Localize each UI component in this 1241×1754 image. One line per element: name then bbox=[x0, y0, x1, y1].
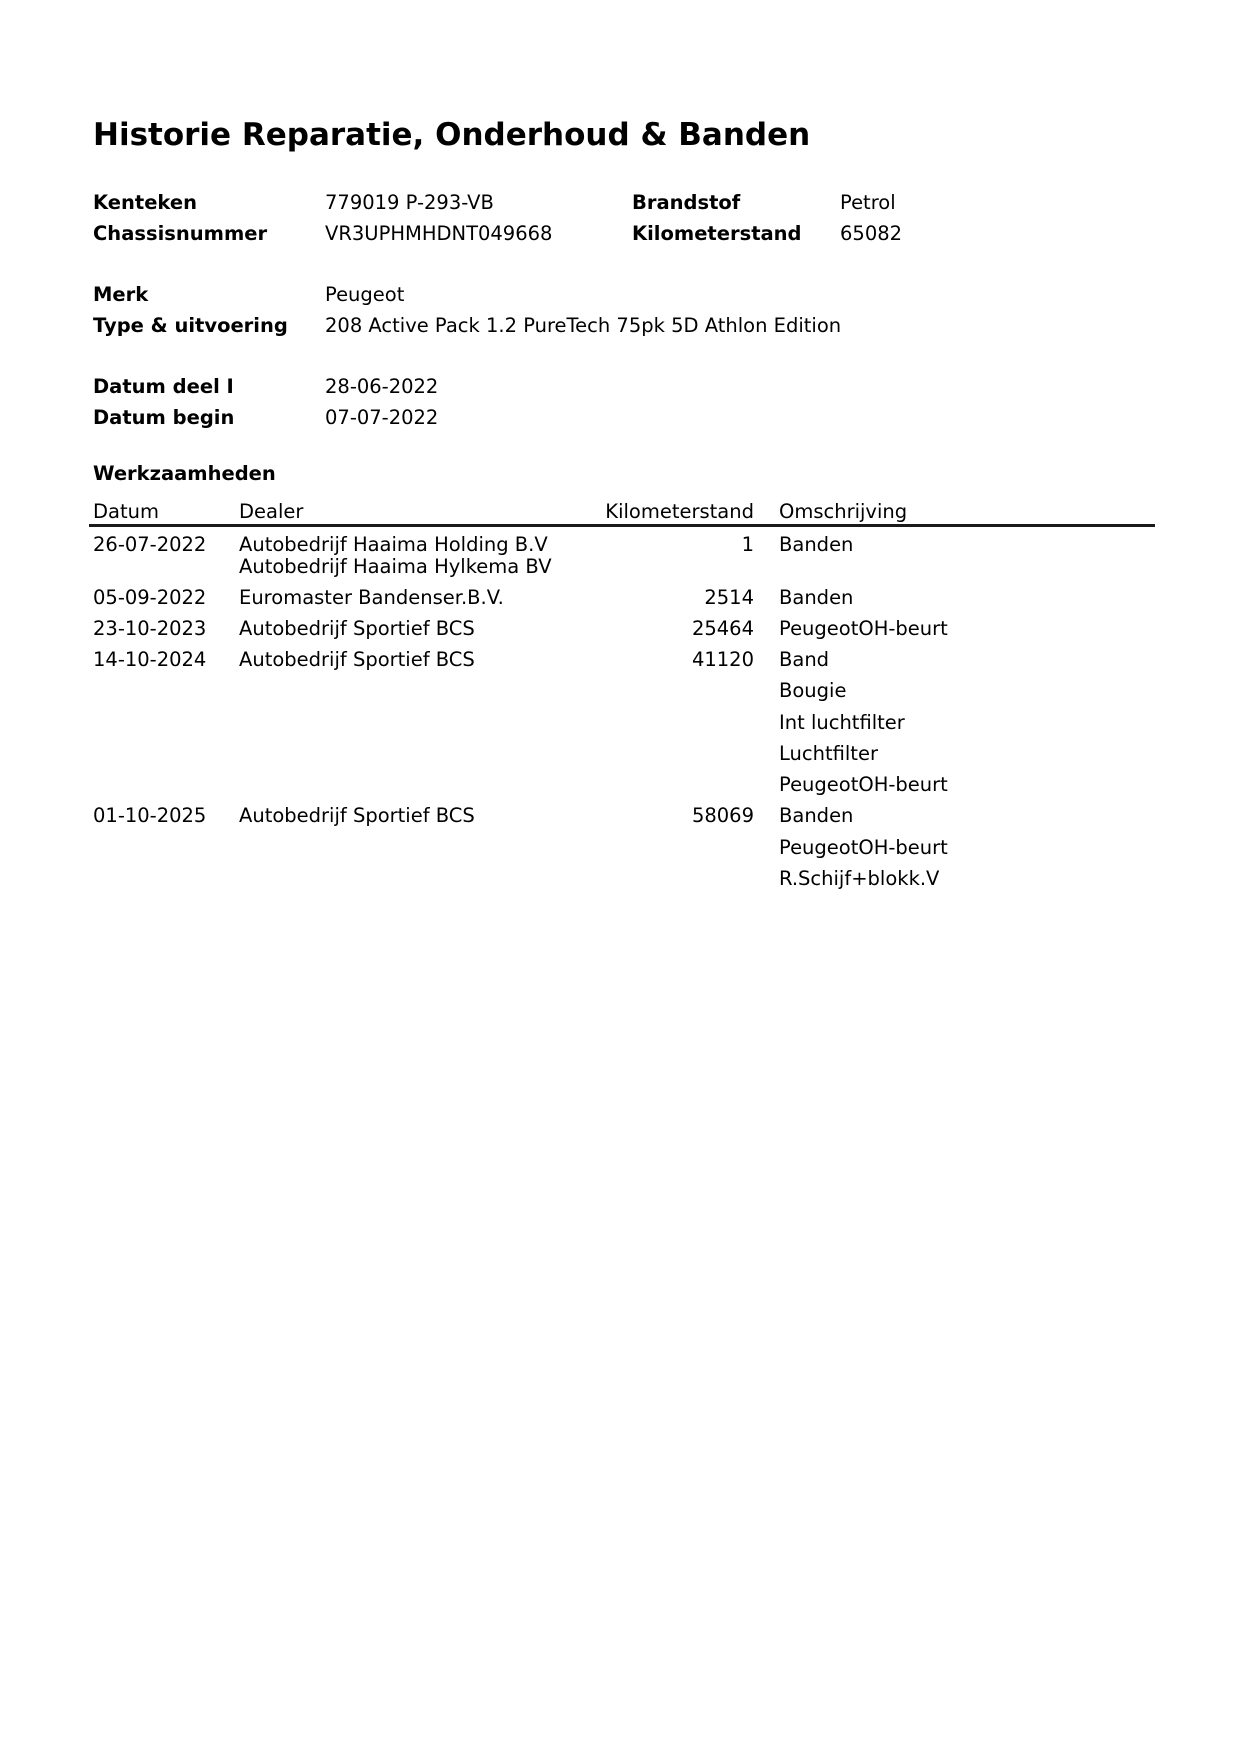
row-kilometerstand: 2514 bbox=[704, 586, 754, 609]
row-omschrijving: Bougie bbox=[779, 679, 847, 702]
row-omschrijving: Banden bbox=[779, 533, 854, 556]
datum-begin-label: Datum begin bbox=[93, 406, 235, 429]
row-kilometerstand: 25464 bbox=[691, 617, 754, 640]
type-label: Type & uitvoering bbox=[93, 314, 288, 337]
column-header-kilometerstand: Kilometerstand bbox=[605, 500, 754, 523]
type-value: 208 Active Pack 1.2 PureTech 75pk 5D Athlon Edition bbox=[325, 314, 842, 337]
page-title: Historie Reparatie, Onderhoud & Banden bbox=[93, 117, 811, 153]
row-dealer: Autobedrijf Haaima Holding B.V bbox=[239, 533, 548, 556]
row-datum: 14-10-2024 bbox=[93, 648, 207, 671]
kilometerstand-value: 65082 bbox=[840, 222, 903, 245]
chassis-value: VR3UPHMHDNT049668 bbox=[325, 222, 553, 245]
section-heading: Werkzaamheden bbox=[93, 462, 276, 485]
row-omschrijving: R.Schijf+blokk.V bbox=[779, 867, 940, 890]
merk-value: Peugeot bbox=[325, 283, 405, 306]
row-kilometerstand: 1 bbox=[741, 533, 754, 556]
kenteken-value: 779019 P-293-VB bbox=[325, 191, 494, 214]
header-divider bbox=[89, 524, 1155, 527]
row-kilometerstand: 58069 bbox=[691, 804, 754, 827]
row-omschrijving: PeugeotOH-beurt bbox=[779, 773, 948, 796]
row-dealer: Euromaster Bandenser.B.V. bbox=[239, 586, 504, 609]
row-datum: 01-10-2025 bbox=[93, 804, 207, 827]
row-dealer: Autobedrijf Haaima Hylkema BV bbox=[239, 555, 552, 578]
row-dealer: Autobedrijf Sportief BCS bbox=[239, 617, 475, 640]
row-omschrijving: Luchtfilter bbox=[779, 742, 878, 765]
column-header-datum: Datum bbox=[93, 500, 159, 523]
row-dealer: Autobedrijf Sportief BCS bbox=[239, 804, 475, 827]
kilometerstand-label: Kilometerstand bbox=[632, 222, 802, 245]
column-header-dealer: Dealer bbox=[239, 500, 304, 523]
row-omschrijving: PeugeotOH-beurt bbox=[779, 617, 948, 640]
brandstof-value: Petrol bbox=[840, 191, 896, 214]
row-omschrijving: Banden bbox=[779, 586, 854, 609]
datum-deel-value: 28-06-2022 bbox=[325, 375, 439, 398]
merk-label: Merk bbox=[93, 283, 149, 306]
row-kilometerstand: 41120 bbox=[691, 648, 754, 671]
datum-begin-value: 07-07-2022 bbox=[325, 406, 439, 429]
column-header-omschrijving: Omschrijving bbox=[779, 500, 908, 523]
row-dealer: Autobedrijf Sportief BCS bbox=[239, 648, 475, 671]
kenteken-label: Kenteken bbox=[93, 191, 197, 214]
row-omschrijving: Band bbox=[779, 648, 830, 671]
row-omschrijving: Int luchtfilter bbox=[779, 711, 905, 734]
chassis-label: Chassisnummer bbox=[93, 222, 268, 245]
row-datum: 23-10-2023 bbox=[93, 617, 207, 640]
brandstof-label: Brandstof bbox=[632, 191, 741, 214]
row-datum: 26-07-2022 bbox=[93, 533, 207, 556]
row-omschrijving: PeugeotOH-beurt bbox=[779, 836, 948, 859]
datum-deel-label: Datum deel I bbox=[93, 375, 234, 398]
row-omschrijving: Banden bbox=[779, 804, 854, 827]
row-datum: 05-09-2022 bbox=[93, 586, 207, 609]
